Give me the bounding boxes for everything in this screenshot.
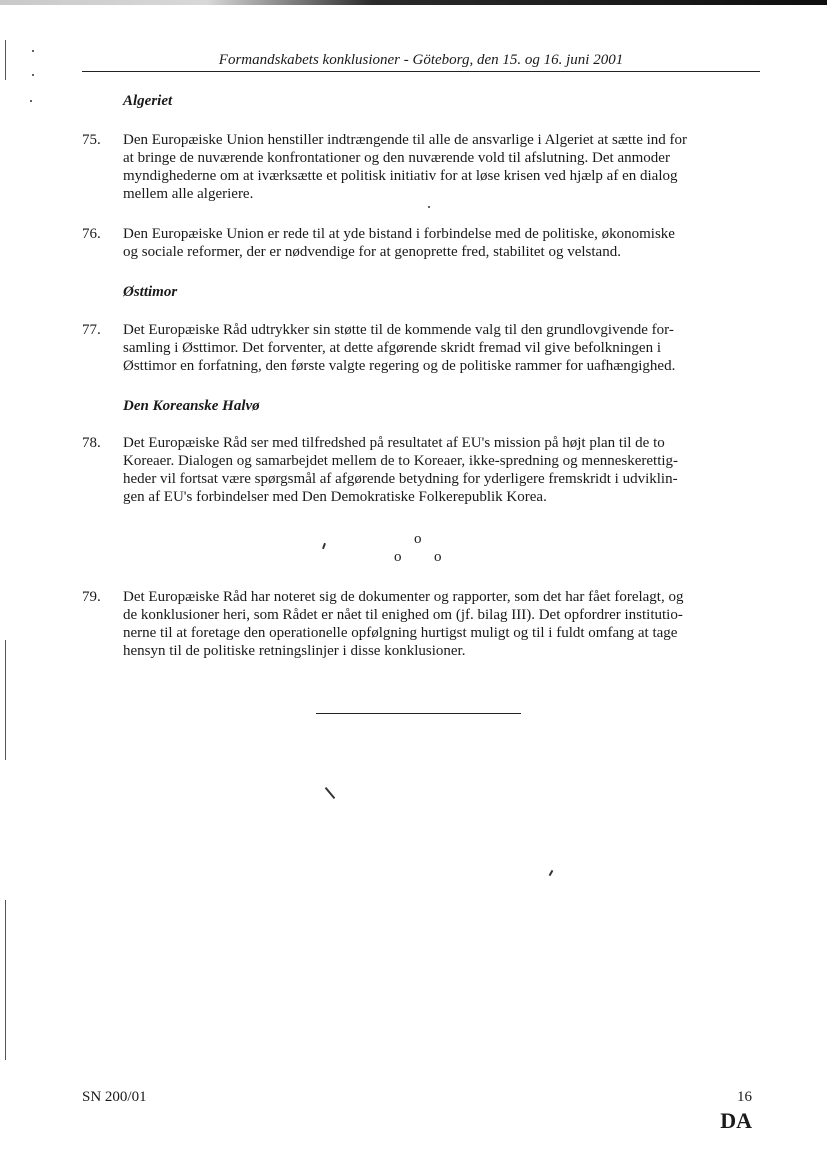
paragraph-76 bbox=[82, 225, 760, 261]
paragraph-text bbox=[123, 131, 758, 203]
paragraph-number: 77. bbox=[82, 322, 101, 338]
scan-speck bbox=[30, 100, 32, 102]
paragraph-line: hensyn til de politiske retningslinjer i disse konklusioner. bbox=[123, 643, 466, 659]
paragraph-78 bbox=[82, 434, 760, 506]
separator-mark: o bbox=[394, 549, 402, 565]
paragraph-line: Den Europæiske Union er rede til at yde bistand i forbindelse med de politiske, økonomiske bbox=[123, 226, 675, 242]
paragraph-line: samling i Østtimor. Det forventer, at dette afgørende skridt fremad vil give befolkningen i bbox=[123, 340, 662, 356]
paragraph-line: Østtimor en forfatning, den første valgte regering og de politiske rammer for uafhængighed. bbox=[123, 358, 676, 374]
paragraph-line: og sociale reformer, der er nødvendige for at genoprette fred, stabilitet og velstand. bbox=[123, 244, 621, 260]
paragraph-line: Det Europæiske Råd udtrykker sin støtte til de kommende valg til den grundlovgivende for- bbox=[123, 322, 674, 338]
paragraph-number: 78. bbox=[82, 435, 101, 451]
language-code: DA bbox=[720, 1108, 752, 1133]
scan-left-mark bbox=[5, 40, 6, 80]
paragraph-text bbox=[123, 225, 758, 261]
paragraph-line: Koreaer. Dialogen og samarbejdet mellem de to Koreaer, ikke-spredning og menneskerettig- bbox=[123, 453, 679, 469]
paragraph-number: 76. bbox=[82, 226, 101, 242]
scan-top-edge bbox=[0, 0, 827, 5]
paragraph-line: Det Europæiske Råd har noteret sig de dokumenter og rapporter, som det har fået forelagt, og bbox=[123, 589, 684, 605]
paragraph-line: myndighederne om at iværksætte et politisk initiativ for at løse krisen ved hjælp af en dialog bbox=[123, 168, 678, 184]
paragraph-line: nerne til at foretage den operationelle opfølgning hurtigst muligt og til i fuldt omfang at tage bbox=[123, 625, 678, 641]
paragraph-79 bbox=[82, 588, 760, 660]
paragraph-text bbox=[123, 588, 758, 660]
scan-speck bbox=[428, 206, 430, 208]
scan-stroke bbox=[325, 787, 336, 799]
paragraph-75 bbox=[82, 131, 760, 203]
end-rule bbox=[316, 713, 521, 714]
paragraph-line: gen af EU's forbindelser med Den Demokratiske Folkerepublik Korea. bbox=[123, 489, 547, 505]
scan-stroke bbox=[549, 870, 554, 876]
header-rule bbox=[82, 71, 760, 72]
page-header: Formandskabets konklusioner - Göteborg, den 15. og 16. juni 2001 bbox=[218, 52, 624, 68]
paragraph-line: Det Europæiske Råd ser med tilfredshed på resultatet af EU's mission på højt plan til de to bbox=[123, 435, 665, 451]
paragraph-text bbox=[123, 434, 758, 506]
paragraph-number: 79. bbox=[82, 589, 101, 605]
section-heading-osttimor: Østtimor bbox=[123, 284, 178, 300]
section-heading-korea: Den Koreanske Halvø bbox=[123, 398, 260, 414]
scan-left-mark bbox=[5, 900, 6, 1060]
paragraph-line: de konklusioner heri, som Rådet er nået til enighed om (jf. bilag III). Det opfordrer institutio- bbox=[123, 607, 683, 623]
scan-speck bbox=[32, 74, 34, 76]
document-reference: SN 200/01 bbox=[82, 1089, 147, 1105]
paragraph-line: heder vil fortsat være spørgsmål af afgørende betydning for yderligere fremskridt i udviklin- bbox=[123, 471, 678, 487]
paragraph-text bbox=[123, 321, 758, 375]
paragraph-77 bbox=[82, 321, 760, 375]
section-heading-algeriet: Algeriet bbox=[123, 93, 173, 109]
paragraph-line: mellem alle algeriere. bbox=[123, 186, 254, 202]
paragraph-line: at bringe de nuværende konfrontationer og den nuværende vold til afslutning. Det anmoder bbox=[123, 150, 670, 166]
separator-mark: o bbox=[434, 549, 442, 565]
scan-speck bbox=[32, 50, 34, 52]
scan-left-mark bbox=[5, 640, 6, 760]
paragraph-line: Den Europæiske Union henstiller indtrængende til alle de ansvarlige i Algeriet at sætte ind for bbox=[123, 132, 688, 148]
paragraph-number: 75. bbox=[82, 132, 101, 148]
page-number: 16 bbox=[737, 1089, 752, 1105]
scan-stroke bbox=[322, 543, 326, 549]
separator-mark: o bbox=[414, 531, 422, 547]
